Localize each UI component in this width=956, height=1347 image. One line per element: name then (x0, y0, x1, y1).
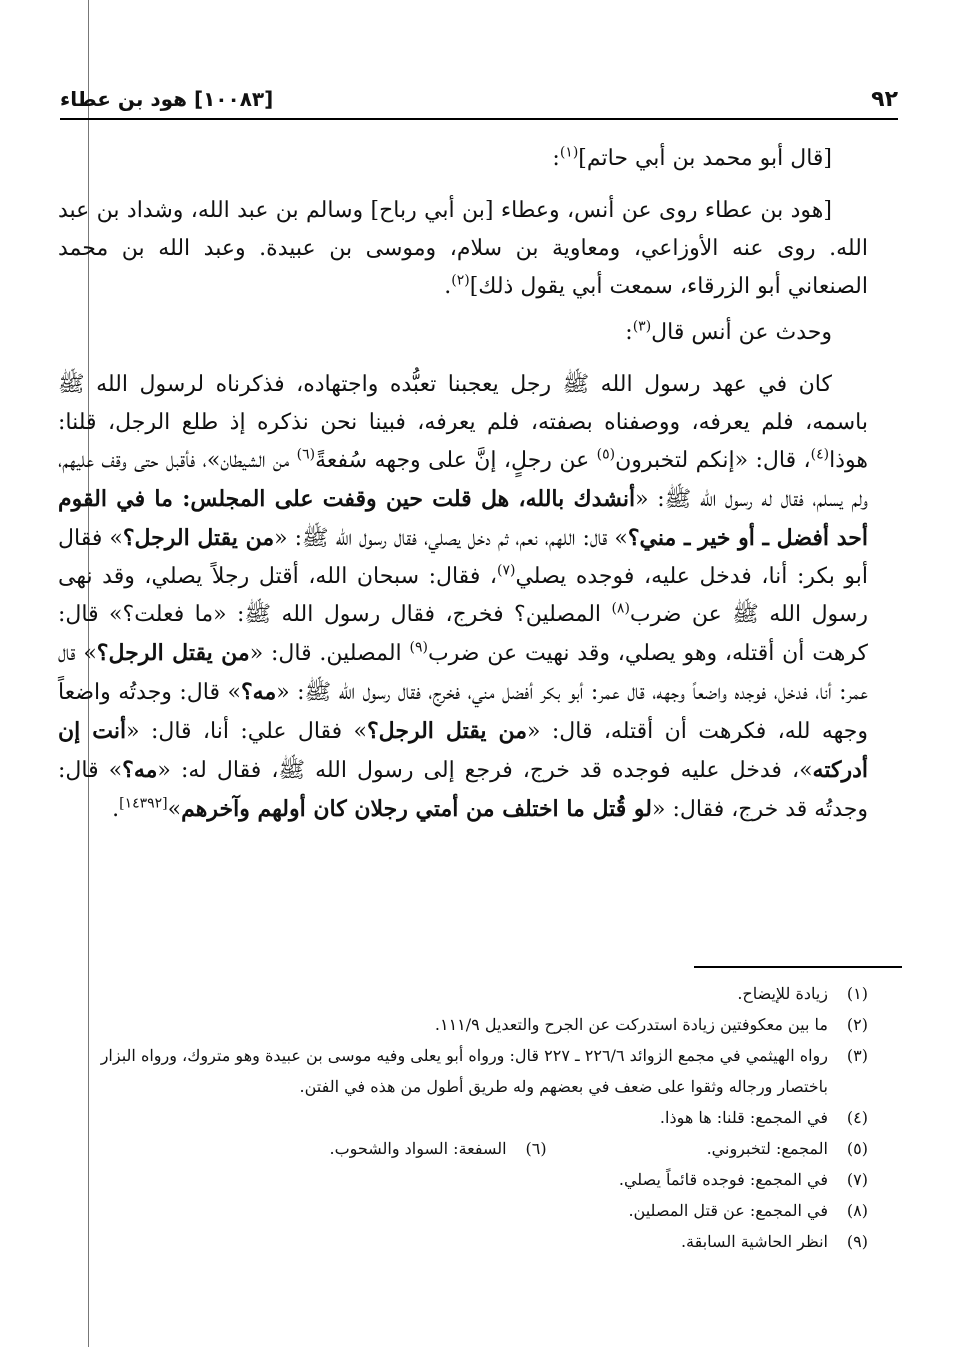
footnote-number: (٤) (846, 1108, 868, 1127)
footnote-text: ما بين معكوفتين زيادة استدركت عن الجرح والتعديل ١١١/٩. (434, 1015, 828, 1034)
hadith-text: » فقال أبو بكر: أنا، فدخل عليه، فوجده يصلي (58, 526, 868, 589)
paragraph-2-text: [هود بن عطاء روى عن أنس، وعطاء [بن أبي رباح] وسالم بن عبد الله، وشداد بن عبد الله. روى عنه الأوزاعي، ومعاوية بن سلام، وموسى بن عبيدة. وعبد الله بن محمد الصنعاني أبو الزرقاء، سمعت أبي يقول ذلك] (58, 198, 868, 299)
footnote-text: انظر الحاشية السابقة. (680, 1232, 828, 1251)
footnote-number: (٥) (846, 1139, 868, 1158)
prophet-saying-bold: من يقتل الرجل؟ (96, 640, 250, 666)
hadith-text: » فقال علي: أنا، قال: « (126, 719, 367, 744)
footnote-ref-6: (٦) (296, 446, 316, 463)
footnote-text: في المجمع: عن قتل المصلين. (628, 1201, 828, 1220)
footnote-ref-9: (٩) (409, 639, 428, 656)
footnote-item (58, 1102, 868, 1133)
hadith-paragraph (58, 366, 868, 829)
footnote-number: (٩) (846, 1232, 868, 1251)
footnote-number: (٦) (525, 1139, 547, 1158)
footnote-item (58, 1040, 868, 1102)
prophet-saying-bold: مه؟ (240, 679, 277, 705)
footnote-item (58, 1009, 868, 1040)
hadith-text: » قال: اللهم، نعم، ثم دخل يصلي، فقال رسول الله ﷺ: « (274, 526, 628, 551)
paragraph-2-end: . (444, 274, 452, 299)
paragraph-1 (58, 140, 868, 178)
hadith-text: عن رجلٍ، إنَّ على وجهه سُفعةً (315, 448, 597, 473)
paragraph-2 (58, 192, 868, 306)
footnote-divider (694, 966, 902, 968)
prophet-saying-bold: مه؟ (122, 757, 158, 783)
prophet-saying-bold: لو قُتل ما اختلف من أمتي رجلان كان أولهم وآخرهم (181, 796, 653, 822)
paragraph-3 (58, 314, 868, 352)
footnote-number: (٣) (846, 1046, 868, 1065)
footnote-text: في المجمع: قلنا: ها هوذا. (659, 1108, 828, 1127)
running-title: [١٠٠٨٣] هود بن عطاء (60, 87, 274, 111)
hadith-text: ، فقال: سبحان الله، أقتل رجلاً يصلي، وقد نهى رسول الله ﷺ عن ضرب (58, 564, 868, 627)
paragraph-1-end: : (552, 146, 560, 171)
footnote-ref-8: (٨) (611, 600, 630, 617)
hadith-text: » (167, 797, 182, 822)
footnote-item (707, 1133, 868, 1164)
hadith-text: » قال عمر: أنا، فدخل، فوجده واضعاً وجهه، قال عمر: أبو بكر أفضل مني، فخرج، فقال رسول الله ﷺ: « (58, 641, 868, 705)
paragraph-3-text: وحدث عن أنس قال (651, 320, 832, 345)
hadith-text: » قال: وجدتُه واضعاً وجهه لله، فكرهت أن أقتله، قال: « (58, 680, 869, 744)
footnote-text: السفعة: السواد والشحوب. (329, 1139, 507, 1158)
footnote-ref-7: (٧) (497, 562, 516, 579)
footnote-text: في المجمع: فوجده قائماً يصلي. (618, 1170, 828, 1189)
footnote-item (58, 1164, 868, 1195)
footnote-text: المجمع: لتخبروني. (706, 1139, 828, 1158)
hadith-text: ، قال: «إنكم لتخبرون (615, 448, 811, 473)
prophet-saying-bold: من يقتل الرجل؟ (122, 525, 275, 551)
hadith-text: كان في عهد رسول الله ﷺ رجل يعجبنا تعبُّده واجتهاده، فذكرناه لرسول الله ﷺ باسمه، فلم يعرفه، ووصفناه بصفته، فلم يعرفه، فبينا نحن نذكره إذ طلع الرجل، قلنا: هوذا (58, 372, 868, 473)
prophet-saying-bold: أنشدك بالله، هل قلت حين وقفت على المجلس: ما في القوم أحد أفضل ـ أو خير ـ مني؟ (58, 486, 868, 551)
main-text (58, 140, 868, 837)
footnote-item (58, 978, 868, 1009)
footnote-number: (٢) (846, 1015, 868, 1034)
hadith-text: من الشيطان»، فأقبل حتى وقف عليهم، ولم يسلم، فقال له رسول الله ﷺ: « (58, 448, 868, 512)
paragraph-1-text: [قال أبو محمد بن أبي حاتم] (578, 146, 832, 171)
hadith-text: »، فدخل عليه فوجده قد خرج، فرجع إلى رسول الله ﷺ، فقال له: « (157, 758, 813, 783)
footnote-ref-3: (٣) (632, 318, 652, 335)
footnote-text: زيادة للإيضاح. (737, 984, 828, 1003)
page-header (60, 80, 898, 120)
footnote-ref-2: (٢) (451, 272, 470, 289)
footnotes (58, 978, 868, 1257)
paragraph-3-end: : (625, 320, 633, 345)
footnote-item (330, 1133, 547, 1164)
footnote-ref-4: (٤) (810, 446, 830, 463)
footnote-ref-1: (١) (559, 144, 579, 161)
prophet-saying-bold: أنت إن أدركته (58, 718, 868, 783)
footnote-number: (١) (846, 984, 868, 1003)
hadith-text: المصلين. قال: « (249, 641, 410, 666)
hadith-text: المصلين؟ فخرج، فقال رسول الله ﷺ: «ما فعلت؟» قال: كرهت أن أقتله، وهو يصلي، وقد نهيت عن ضرب (58, 602, 869, 666)
page-number: ٩٢ (871, 86, 898, 112)
hadith-reference-number: [١٤٣٩٢] (119, 795, 168, 812)
hadith-end: . (112, 797, 120, 822)
footnote-row (58, 1133, 868, 1164)
footnote-ref-5: (٥) (596, 446, 616, 463)
footnote-number: (٧) (846, 1170, 868, 1189)
footnote-number: (٨) (846, 1201, 868, 1220)
footnote-item (58, 1226, 868, 1257)
footnote-text: رواه الهيثمي في مجمع الزوائد ٢٢٦/٦ ـ ٢٢٧ قال: ورواه أبو يعلى وفيه موسى بن عبيدة وهو متروك، ورواه البزار باختصار ورجاله وثقوا على ضعف في بعضهم وله طريق أطول من هذه في الفتن. (100, 1046, 828, 1096)
hadith-text: » قال: وجدتُه قد خرج، فقال: « (58, 758, 868, 822)
footnote-item (58, 1195, 868, 1226)
prophet-saying-bold: من يقتل الرجل؟ (367, 718, 528, 744)
